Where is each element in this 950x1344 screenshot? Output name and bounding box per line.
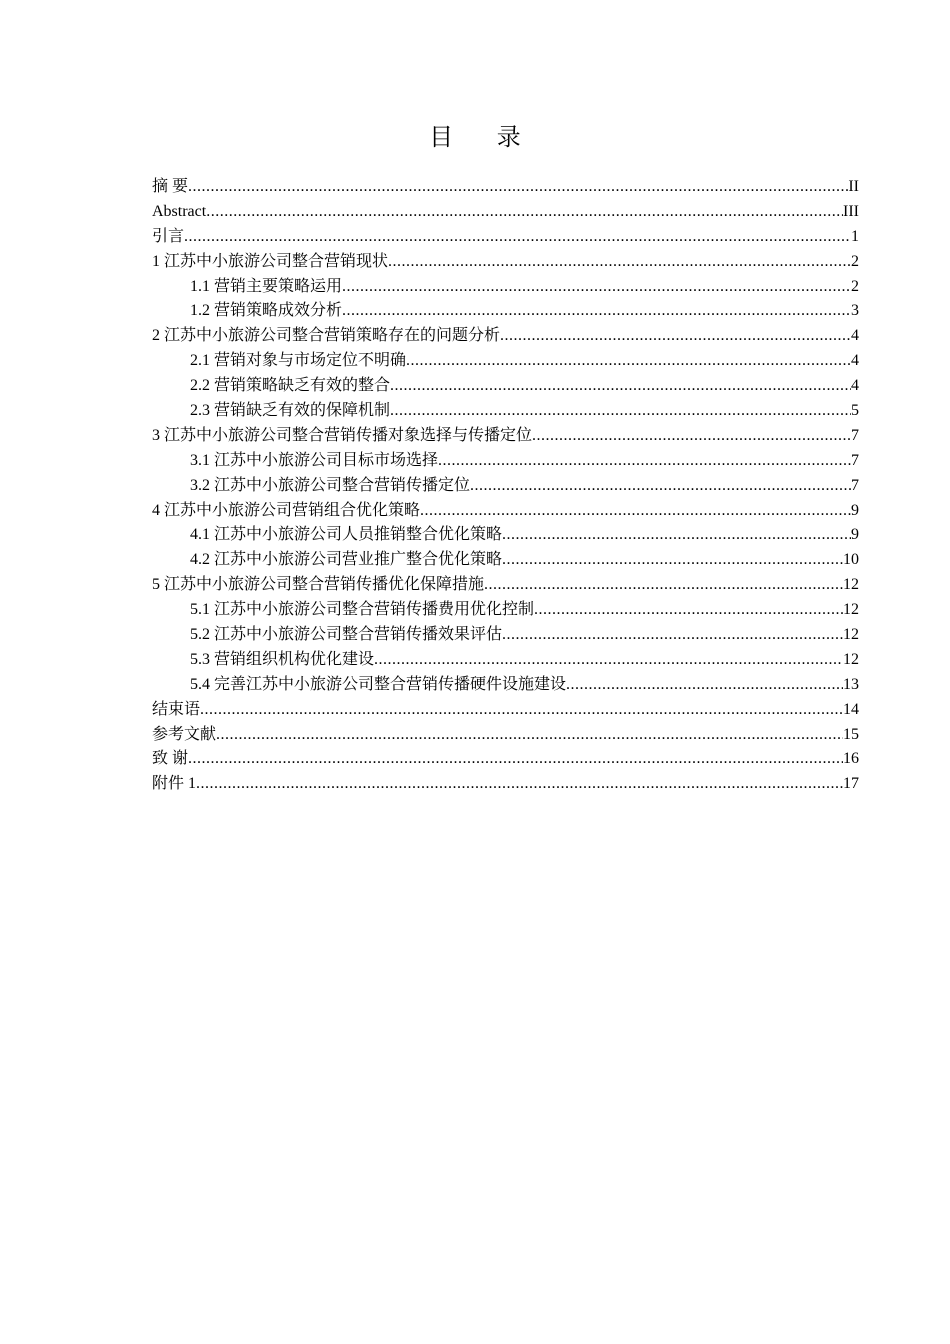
- toc-entry-label: 致 谢: [152, 750, 189, 768]
- toc-entry-page-number: 9: [851, 526, 859, 544]
- toc-entry-page-number: 12: [843, 576, 859, 594]
- toc-dot-leader: [206, 200, 843, 225]
- toc-entry-label: 参考文献: [152, 725, 217, 743]
- toc-entry-page-number: 5: [851, 402, 859, 420]
- toc-entry-label: 4.2 江苏中小旅游公司营业推广整合优化策略: [190, 551, 503, 569]
- toc-dot-leader: [406, 349, 851, 374]
- toc-entry-label: 2.2 营销策略缺乏有效的整合: [190, 377, 391, 395]
- toc-entry-label: 4 江苏中小旅游公司营销组合优化策略: [152, 501, 421, 519]
- toc-entry-page-number: 14: [843, 700, 859, 718]
- toc-entry-page-number: 12: [843, 601, 859, 619]
- toc-dot-leader: [374, 648, 843, 673]
- toc-entry[interactable]: [152, 200, 859, 225]
- toc-entry-label: 1.2 营销策略成效分析: [190, 302, 343, 320]
- toc-entry[interactable]: [152, 349, 859, 374]
- toc-entry-page-number: 15: [843, 725, 859, 743]
- toc-entry-page-number: 4: [851, 377, 859, 395]
- toc-title: 目 录: [429, 123, 539, 151]
- toc-entry[interactable]: [152, 548, 859, 573]
- toc-dot-leader: [200, 698, 843, 723]
- toc-entry-label: 4.1 江苏中小旅游公司人员推销整合优化策略: [190, 526, 503, 544]
- toc-entry-label: 结束语: [152, 700, 201, 718]
- toc-dot-leader: [420, 499, 851, 524]
- toc-entry-page-number: 13: [843, 675, 859, 693]
- toc-entry[interactable]: [152, 225, 859, 250]
- toc-entry-label: 1.1 营销主要策略运用: [190, 277, 343, 295]
- toc-entry-label: 引言: [152, 227, 185, 245]
- toc-entry-page-number: 2: [851, 252, 859, 270]
- toc-entry[interactable]: [152, 747, 859, 772]
- toc-entry[interactable]: [152, 424, 859, 449]
- toc-entry[interactable]: [152, 723, 859, 748]
- toc-entry[interactable]: [152, 275, 859, 300]
- toc-entry-page-number: 10: [843, 551, 859, 569]
- toc-entry[interactable]: [152, 523, 859, 548]
- toc-entry-page-number: 7: [851, 476, 859, 494]
- toc-entry-page-number: 2: [851, 277, 859, 295]
- toc-dot-leader: [216, 723, 843, 748]
- toc-entry-label: 3.1 江苏中小旅游公司目标市场选择: [190, 451, 439, 469]
- toc-entry-label: 5.3 营销组织机构优化建设: [190, 650, 375, 668]
- toc-entry-label: 5.2 江苏中小旅游公司整合营销传播效果评估: [190, 626, 503, 644]
- toc-dot-leader: [390, 374, 851, 399]
- toc-entry-page-number: 17: [843, 775, 859, 793]
- toc-entry-label: 5.4 完善江苏中小旅游公司整合营销传播硬件设施建设: [190, 675, 567, 693]
- toc-entry[interactable]: [152, 250, 859, 275]
- toc-entry[interactable]: [152, 623, 859, 648]
- toc-dot-leader: [390, 399, 851, 424]
- toc-entry-label: 2 江苏中小旅游公司整合营销策略存在的问题分析: [152, 327, 501, 345]
- toc-entry-page-number: 16: [843, 750, 859, 768]
- toc-dot-leader: [502, 548, 843, 573]
- toc-entry-page-number: 4: [851, 352, 859, 370]
- toc-entry-label: 附件 1: [152, 775, 197, 793]
- toc-entry[interactable]: [152, 499, 859, 524]
- toc-entry-label: 5 江苏中小旅游公司整合营销传播优化保障措施: [152, 576, 485, 594]
- toc-dot-leader: [438, 449, 851, 474]
- toc-entry[interactable]: [152, 573, 859, 598]
- toc-entry[interactable]: [152, 772, 859, 797]
- toc-dot-leader: [470, 474, 851, 499]
- toc-entry-page-number: II: [848, 178, 859, 195]
- toc-entry-page-number: 7: [851, 451, 859, 469]
- toc-entry-label: 1 江苏中小旅游公司整合营销现状: [152, 252, 389, 270]
- toc-dot-leader: [532, 424, 851, 449]
- toc-entry-page-number: III: [843, 202, 859, 220]
- toc-dot-leader: [484, 573, 843, 598]
- toc-dot-leader: [566, 673, 843, 698]
- toc-entry[interactable]: [152, 399, 859, 424]
- toc-entry-page-number: 3: [851, 302, 859, 320]
- toc-entry[interactable]: [152, 449, 859, 474]
- toc-entry-label: 摘 要: [152, 178, 189, 195]
- toc-dot-leader: [188, 175, 848, 200]
- toc-entry[interactable]: [152, 299, 859, 324]
- toc-entry-label: 2.3 营销缺乏有效的保障机制: [190, 402, 391, 420]
- toc-dot-leader: [500, 324, 851, 349]
- toc-entry-page-number: 12: [843, 626, 859, 644]
- toc-entry-page-number: 12: [843, 650, 859, 668]
- toc-entry-label: Abstract: [152, 202, 207, 220]
- toc-entry[interactable]: [152, 673, 859, 698]
- toc-dot-leader: [502, 523, 851, 548]
- toc-entry[interactable]: [152, 474, 859, 499]
- toc-entry-label: 2.1 营销对象与市场定位不明确: [190, 352, 407, 370]
- toc-entry[interactable]: [152, 698, 859, 723]
- toc-entry-label: 3 江苏中小旅游公司整合营销传播对象选择与传播定位: [152, 426, 533, 444]
- toc-dot-leader: [502, 623, 843, 648]
- toc-entry-page-number: 9: [851, 501, 859, 519]
- table-of-contents: [152, 175, 859, 797]
- toc-entry[interactable]: [152, 374, 859, 399]
- toc-entry-page-number: 7: [851, 426, 859, 444]
- toc-dot-leader: [184, 225, 851, 250]
- toc-dot-leader: [388, 250, 851, 275]
- toc-dot-leader: [188, 747, 843, 772]
- toc-entry-label: 3.2 江苏中小旅游公司整合营销传播定位: [190, 476, 471, 494]
- toc-entry[interactable]: [152, 648, 859, 673]
- toc-entry[interactable]: [152, 175, 859, 200]
- toc-dot-leader: [342, 275, 851, 300]
- toc-entry-page-number: 4: [851, 327, 859, 345]
- toc-dot-leader: [196, 772, 843, 797]
- toc-dot-leader: [534, 598, 843, 623]
- toc-dot-leader: [342, 299, 851, 324]
- toc-entry[interactable]: [152, 324, 859, 349]
- toc-entry-page-number: 1: [851, 227, 859, 245]
- toc-entry-label: 5.1 江苏中小旅游公司整合营销传播费用优化控制: [190, 601, 535, 619]
- toc-entry[interactable]: [152, 598, 859, 623]
